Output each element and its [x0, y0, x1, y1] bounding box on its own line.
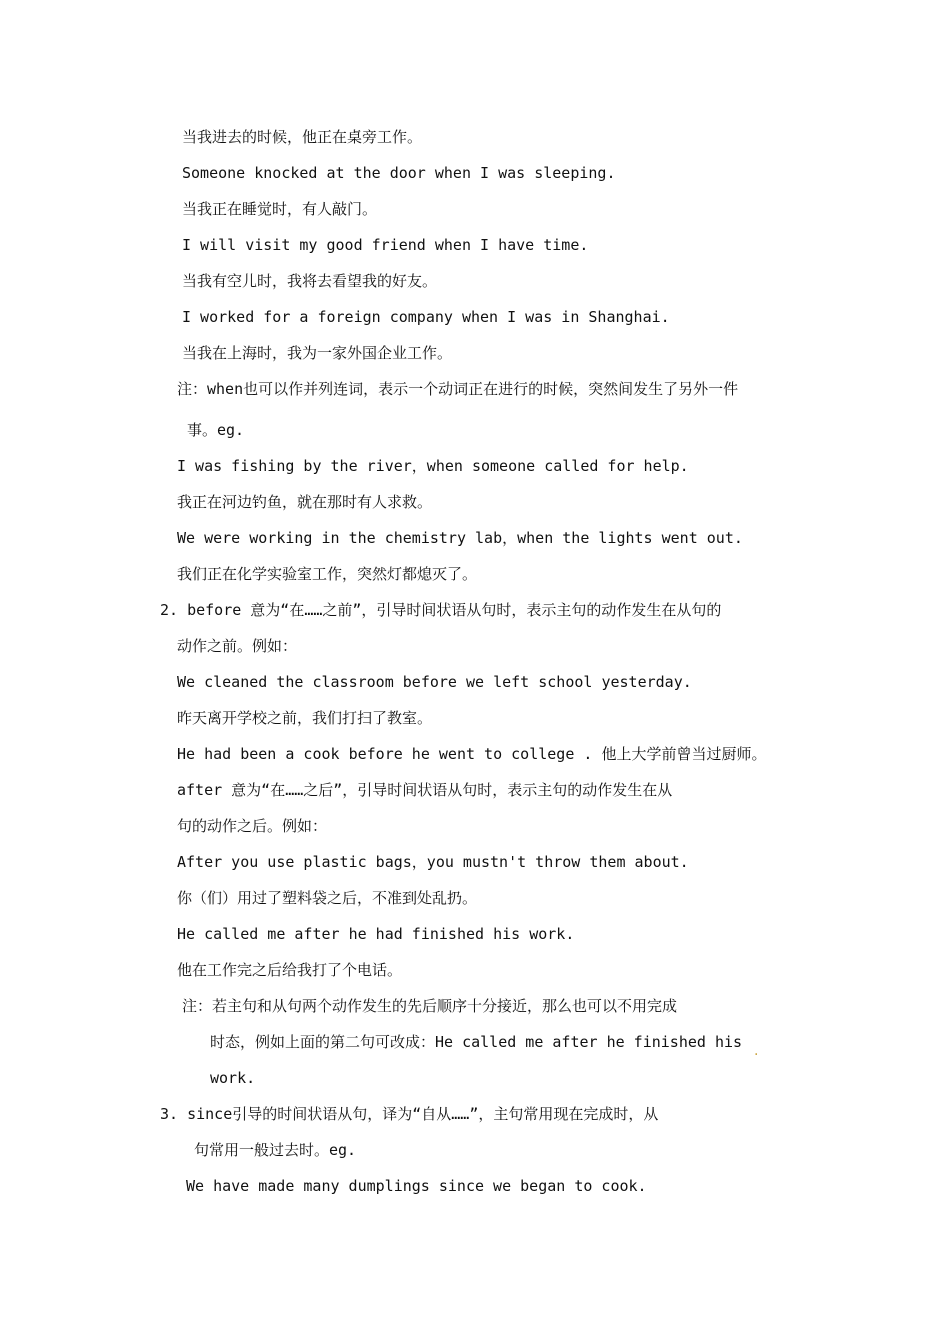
text-line: I worked for a foreign company when I was in Shanghai.: [182, 308, 670, 326]
section-heading-2: 2. before 意为“在……之前”，引导时间状语从句时，表示主句的动作发生在从句的: [160, 601, 722, 619]
text-line: 当我进去的时候，他正在桌旁工作。: [182, 128, 423, 146]
text-line: 动作之前。例如：: [177, 637, 298, 655]
text-line: 句的动作之后。例如：: [177, 817, 328, 835]
note-line: work.: [210, 1069, 256, 1087]
text-line: 你（们）用过了塑料袋之后，不准到处乱扔。: [177, 889, 478, 907]
note-line: 注：when也可以作并列连词，表示一个动词正在进行的时候，突然间发生了另外一件: [177, 380, 739, 398]
stray-mark: .: [754, 1043, 759, 1059]
text-line: We cleaned the classroom before we left school yesterday.: [177, 673, 692, 691]
text-line: 当我在上海时，我为一家外国企业工作。: [182, 344, 453, 362]
text-line: 昨天离开学校之前，我们打扫了教室。: [177, 709, 433, 727]
text-line: He had been a cook before he went to college . 他上大学前曾当过厨师。: [177, 745, 767, 763]
text-line: Someone knocked at the door when I was sleeping.: [182, 164, 616, 182]
text-line: after 意为“在……之后”，引导时间状语从句时，表示主句的动作发生在从: [177, 781, 673, 799]
note-line: 事。eg.: [187, 421, 245, 439]
text-line: He called me after he had finished his work.: [177, 925, 575, 943]
text-line: 我们正在化学实验室工作，突然灯都熄灭了。: [177, 565, 478, 583]
text-line: 我正在河边钓鱼，就在那时有人求救。: [177, 493, 433, 511]
text-line: I will visit my good friend when I have time.: [182, 236, 589, 254]
text-line: We were working in the chemistry lab，when the lights went out.: [177, 529, 743, 547]
text-line: 他在工作完之后给我打了个电话。: [177, 961, 403, 979]
text-line: 当我正在睡觉时，有人敲门。: [182, 200, 378, 218]
note-line: 时态，例如上面的第二句可改成：He called me after he finished his: [210, 1033, 743, 1051]
note-line: 注：若主句和从句两个动作发生的先后顺序十分接近，那么也可以不用完成: [182, 997, 678, 1015]
section-heading-3: 3. since引导的时间状语从句，译为“自从……”，主句常用现在完成时，从: [160, 1105, 659, 1123]
text-line: I was fishing by the river，when someone called for help.: [177, 457, 689, 475]
text-line: After you use plastic bags，you mustn't throw them about.: [177, 853, 689, 871]
text-line: 句常用一般过去时。eg.: [194, 1141, 357, 1159]
text-line: We have made many dumplings since we began to cook.: [186, 1177, 647, 1195]
text-line: 当我有空儿时，我将去看望我的好友。: [182, 272, 438, 290]
